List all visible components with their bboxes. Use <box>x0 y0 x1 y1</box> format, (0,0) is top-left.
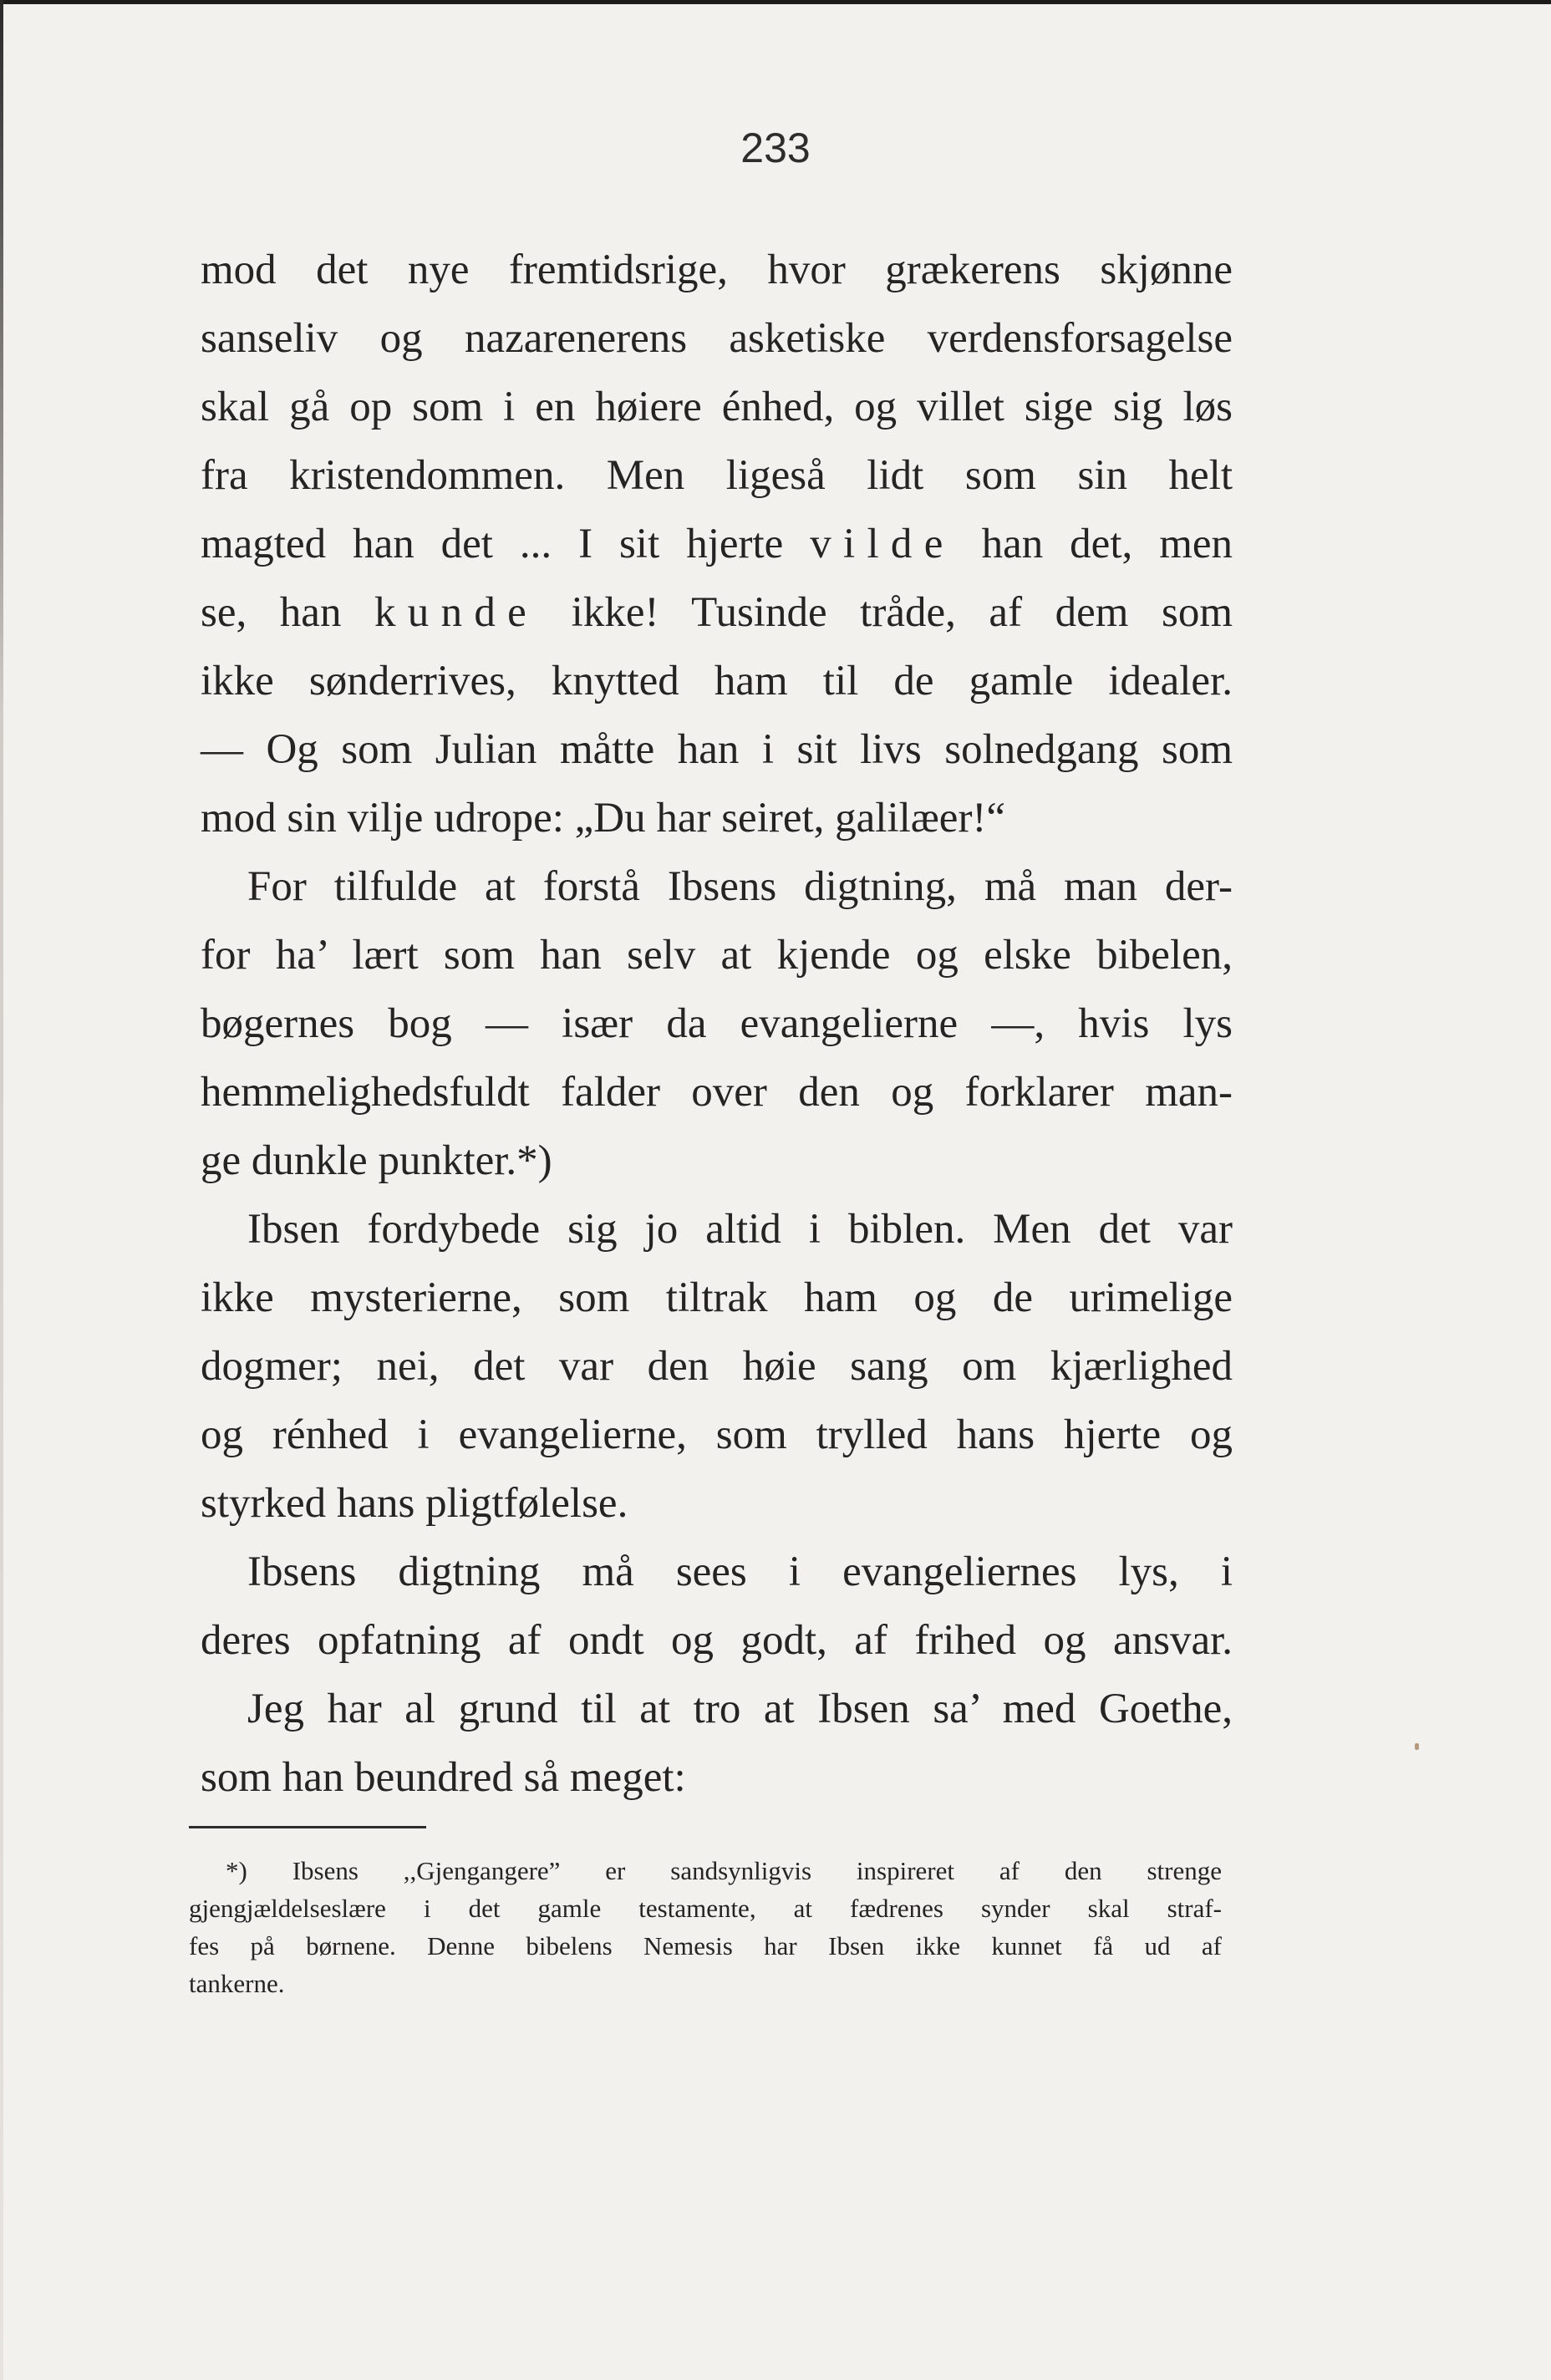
emphasis-spaced: kunde <box>374 589 539 636</box>
text-line: Ibsens digtning må sees i evangeliernes lys, i <box>247 1549 1233 1595</box>
text-line <box>201 578 1233 647</box>
text-line: ikke mysterierne, som tiltrak ham og de urimelige <box>201 1274 1233 1321</box>
text-line: sanseliv og nazarenerens asketiske verdensforsagelse <box>201 315 1233 362</box>
text-line: for ha’ lært som han selv at kjende og elske bibelen, <box>201 932 1233 979</box>
text-segment: ikke! Tusinde tråde, af dem som <box>571 589 1233 636</box>
text-line: — Og som Julian måtte han i sit livs solnedgang som <box>201 726 1233 773</box>
text-line: styrked hans pligtfølelse. <box>201 1480 628 1527</box>
text-line: fra kristendommen. Men ligeså lidt som sin helt <box>201 452 1233 499</box>
scan-top-edge <box>0 0 1551 4</box>
text-line: som han beundred så meget: <box>201 1754 686 1801</box>
text-line: mod det nye fremtidsrige, hvor grækerens skjønne <box>201 247 1233 293</box>
body-text <box>201 236 1233 1812</box>
footnote <box>189 1852 1222 2002</box>
text-segment: han det, men <box>981 521 1233 567</box>
footnote-rule <box>189 1826 426 1828</box>
text-line: Ibsen fordybede sig jo altid i biblen. Men det var <box>247 1206 1233 1253</box>
footnote-line: fes på børnene. Denne bibelens Nemesis har Ibsen ikke kunnet få ud af <box>189 1931 1222 1960</box>
text-line: ikke sønderrives, knytted ham til de gamle idealer. <box>201 658 1233 704</box>
emphasis-spaced: vilde <box>810 521 955 567</box>
text-line: mod sin vilje udrope: „Du har seiret, galilæer!“ <box>201 795 1006 842</box>
text-line: og rénhed i evangelierne, som trylled hans hjerte og <box>201 1411 1233 1458</box>
footnote-line: gjengjældelseslære i det gamle testamente, at fædrenes synder skal straf- <box>189 1894 1222 1923</box>
scan-speck <box>1415 1743 1419 1750</box>
text-line: dogmer; nei, det var den høie sang om kjærlighed <box>201 1343 1233 1390</box>
text-line: hemmelighedsfuldt falder over den og forklarer man- <box>201 1069 1233 1116</box>
text-line <box>201 510 1233 578</box>
text-line: ge dunkle punkter.*) <box>201 1137 552 1184</box>
text-line: Jeg har al grund til at tro at Ibsen sa’ med Goethe, <box>247 1686 1233 1732</box>
text-segment: magted han det ... I sit hjerte <box>201 521 784 567</box>
footnote-line: *) Ibsens ,,Gjengangere” er sandsynligvis inspireret af den strenge <box>226 1856 1222 1885</box>
text-segment: se, han <box>201 589 342 636</box>
text-line: skal gå op som i en høiere énhed, og villet sige sig løs <box>201 384 1233 430</box>
text-line: For tilfulde at forstå Ibsens digtning, må man der- <box>247 863 1233 910</box>
footnote-line: tankerne. <box>189 1969 285 1998</box>
text-line: deres opfatning af ondt og godt, af frihed og ansvar. <box>201 1617 1233 1664</box>
scan-left-edge <box>0 0 3 2380</box>
text-line: bøgernes bog — især da evangelierne —, hvis lys <box>201 1000 1233 1047</box>
page-number: 233 <box>740 125 811 171</box>
